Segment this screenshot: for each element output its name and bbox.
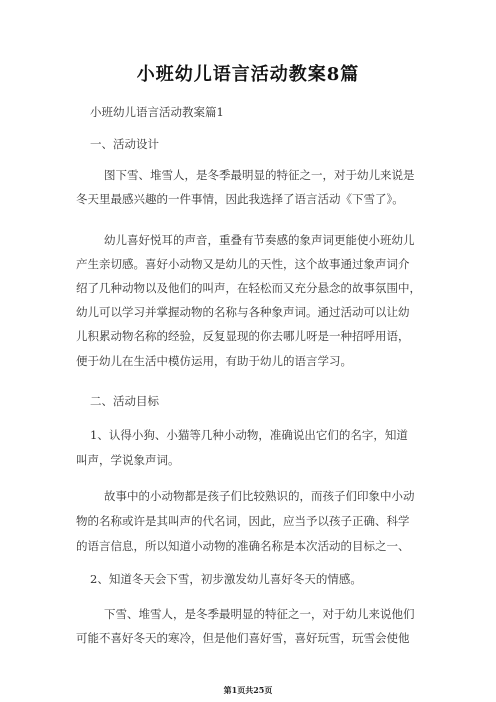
paragraph-line: 物的名称或许是其叫声的代名词，因此，应当予以孩子正确、科学 bbox=[76, 514, 410, 528]
paragraph-line: 幼儿可以学习并掌握动物的名称与各种象声词。通过活动可以让幼 bbox=[76, 305, 410, 319]
paragraph-line: 产生亲切感。喜好小动物又是幼儿的天性，这个故事通过象声词介 bbox=[76, 257, 410, 271]
paragraph-line: 绍了几种动物以及他们的叫声，在轻松而又充分悬念的故事氛围中， bbox=[76, 281, 421, 295]
paragraph-line: 1、认得小狗、小猫等几种小动物，准确说出它们的名字，知道 bbox=[90, 428, 408, 442]
paragraph-line: 的语言信息，所以知道小动物的准确名称是本次活动的目标之一、 bbox=[76, 539, 410, 553]
paragraph-line: 便于幼儿在生活中模仿运用，有助于幼儿的语言学习。 bbox=[76, 354, 352, 368]
paragraph-line: 故事中的小动物都是孩子们比较熟识的，而孩子们印象中小动 bbox=[104, 489, 415, 503]
paragraph-line: 冬天里最感兴趣的一件事情，因此我选择了语言活动《下雪了》。 bbox=[76, 192, 404, 206]
paragraph-line: 幼儿喜好悦耳的声音，重叠有节奏感的象声词更能使小班幼儿 bbox=[104, 233, 415, 247]
paragraph-line: 叫声，学说象声词。 bbox=[76, 453, 180, 467]
paragraph-line: 儿积累动物名称的经验，反复显现的你去哪儿呀是一种招呼用语， bbox=[76, 329, 410, 343]
paragraph-line: 可能不喜好冬天的寒冷，但是他们喜好雪，喜好玩雪，玩雪会使他 bbox=[76, 631, 410, 645]
subsection-heading: 一、活动设计 bbox=[90, 137, 159, 151]
document-title: 小班幼儿语言活动教案8篇 bbox=[136, 64, 360, 85]
paragraph-line: 2、知道冬天会下雪，初步激发幼儿喜好冬天的情感。 bbox=[90, 572, 362, 586]
paragraph-line: 下雪、堆雪人，是冬季最明显的特征之一，对于幼儿来说他们 bbox=[104, 607, 415, 621]
subsection-heading: 二、活动目标 bbox=[90, 394, 159, 408]
page-footer: 第1页共25页 bbox=[223, 685, 273, 695]
paragraph-line: 图下雪、堆雪人，是冬季最明显的特征之一，对于幼儿来说是 bbox=[104, 168, 415, 182]
section-heading: 小班幼儿语言活动教案篇1 bbox=[90, 105, 224, 119]
